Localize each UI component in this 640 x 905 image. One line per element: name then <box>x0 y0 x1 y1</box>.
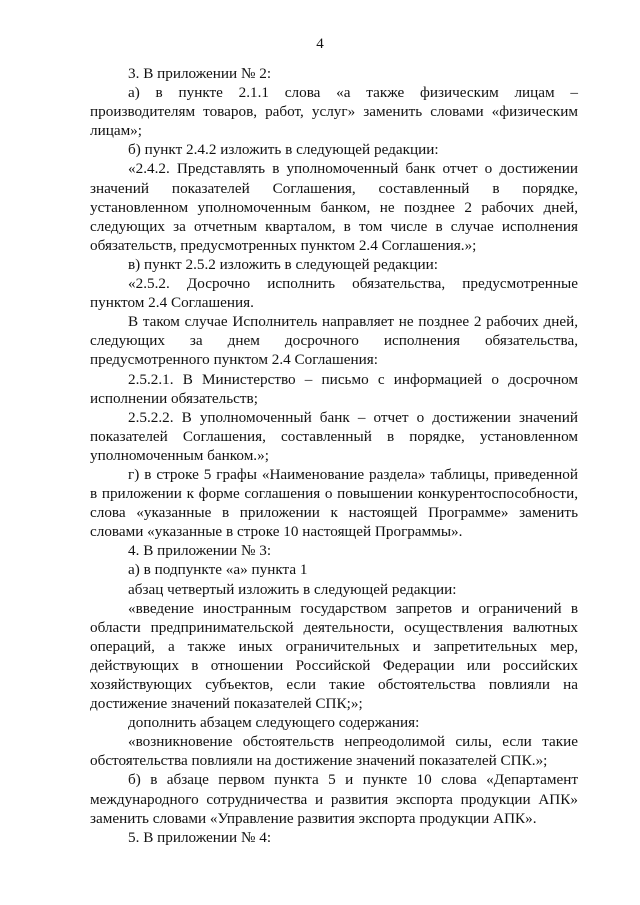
paragraph: «введение иностранным государством запретов и ограничений в области предпринимательской деятельности, осуществления валютных операций, а также иных ограничительных и запретительных мер, действующих в отношении Российской Федерации или российских хозяйствующих субъектов, если такие обстоятельства повлияли на достижение значений показателей СПК;»; <box>90 599 578 713</box>
paragraph: В таком случае Исполнитель направляет не позднее 2 рабочих дней, следующих за днем досрочного исполнения обязательства, предусмотренного пунктом 2.4 Соглашения: <box>90 313 578 369</box>
paragraph: дополнить абзацем следующего содержания: <box>128 714 420 732</box>
paragraph: «2.5.2. Досрочно исполнить обязательства, предусмотренные пунктом 2.4 Соглашения. <box>90 275 578 312</box>
paragraph: 2.5.2.1. В Министерство – письмо с информацией о досрочном исполнении обязательств; <box>90 370 578 407</box>
page-number: 4 <box>316 36 324 52</box>
paragraph: а) в подпункте «а» пункта 1 <box>128 561 308 579</box>
paragraph: а) в пункте 2.1.1 слова «а также физическим лицам – производителям товаров, работ, услуг» заменить словами «физическим лицам»; <box>90 84 578 140</box>
paragraph: б) в абзаце первом пункта 5 и пункте 10 слова «Департамент международного сотрудничества и развития экспорта продукции АПК» заменить словами «Управление развития экспорта продукции АПК». <box>90 771 578 827</box>
paragraph: 4. В приложении № 3: <box>128 542 272 560</box>
paragraph: «2.4.2. Представлять в уполномоченный банк отчет о достижении значений показателей Соглашения, составленный в порядке, установленном уполномоченным банком, не позднее 2 рабочих дней, следующих за отчетным кварталом, в том числе в случае исполнения обязательств, предусмотренных пунктом 2.4 Соглашения.»; <box>90 160 578 254</box>
paragraph: б) пункт 2.4.2 изложить в следующей редакции: <box>128 141 439 159</box>
paragraph: абзац четвертый изложить в следующей редакции: <box>128 580 457 598</box>
paragraph: 2.5.2.2. В уполномоченный банк – отчет о достижении значений показателей Соглашения, составленный в порядке, установленном уполномоченным банком.»; <box>90 408 578 464</box>
paragraph: «возникновение обстоятельств непреодолимой силы, если такие обстоятельства повлияли на достижение значений показателей СПК.»; <box>90 733 578 770</box>
paragraph: 5. В приложении № 4: <box>128 828 272 846</box>
paragraph: 3. В приложении № 2: <box>128 65 272 82</box>
paragraph: г) в строке 5 графы «Наименование раздела» таблицы, приведенной в приложении к форме соглашения о повышении конкурентоспособности, слова «указанные в приложении к настоящей Программе» заменить словами «указанные в строке 10 настоящей Программы». <box>90 465 578 541</box>
paragraph: в) пункт 2.5.2 изложить в следующей редакции: <box>128 255 439 273</box>
document-body <box>90 64 578 847</box>
